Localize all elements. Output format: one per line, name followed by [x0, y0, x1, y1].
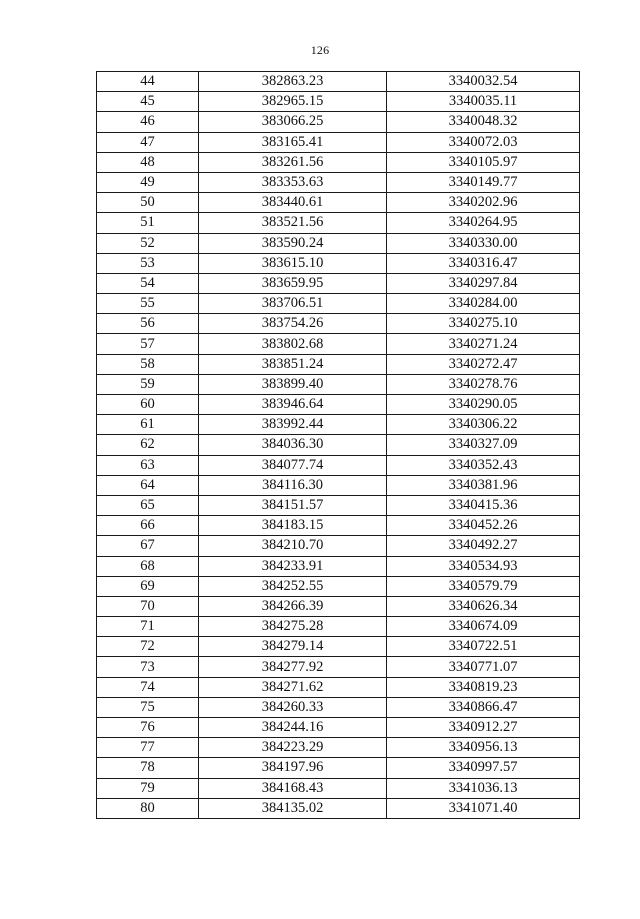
- x-coordinate-cell: 384151.57: [199, 495, 387, 515]
- point-number-cell: 63: [97, 455, 199, 475]
- table-row: [97, 273, 580, 293]
- table-row: [97, 132, 580, 152]
- table-row: [97, 354, 580, 374]
- table-row: [97, 596, 580, 616]
- table-row: [97, 657, 580, 677]
- point-number-cell: 52: [97, 233, 199, 253]
- x-coordinate-cell: 384244.16: [199, 718, 387, 738]
- x-coordinate-cell: 383165.41: [199, 132, 387, 152]
- point-number-cell: 72: [97, 637, 199, 657]
- x-coordinate-cell: 384260.33: [199, 697, 387, 717]
- y-coordinate-cell: 3340626.34: [387, 596, 580, 616]
- y-coordinate-cell: 3340912.27: [387, 718, 580, 738]
- x-coordinate-cell: 384036.30: [199, 435, 387, 455]
- y-coordinate-cell: 3341071.40: [387, 798, 580, 818]
- y-coordinate-cell: 3340866.47: [387, 697, 580, 717]
- page-number: 126: [310, 43, 330, 57]
- y-coordinate-cell: 3340534.93: [387, 556, 580, 576]
- x-coordinate-cell: 383946.64: [199, 395, 387, 415]
- y-coordinate-cell: 3341036.13: [387, 778, 580, 798]
- x-coordinate-cell: 384135.02: [199, 798, 387, 818]
- x-coordinate-cell: 383066.25: [199, 112, 387, 132]
- table-row: [97, 233, 580, 253]
- y-coordinate-cell: 3340579.79: [387, 576, 580, 596]
- x-coordinate-cell: 383353.63: [199, 172, 387, 192]
- x-coordinate-cell: 384116.30: [199, 475, 387, 495]
- table-row: [97, 576, 580, 596]
- x-coordinate-cell: 383851.24: [199, 354, 387, 374]
- y-coordinate-cell: 3340722.51: [387, 637, 580, 657]
- x-coordinate-cell: 384168.43: [199, 778, 387, 798]
- x-coordinate-cell: 384233.91: [199, 556, 387, 576]
- table-row: [97, 152, 580, 172]
- coordinate-table: [96, 71, 580, 819]
- table-row: [97, 92, 580, 112]
- table-row: [97, 314, 580, 334]
- point-number-cell: 64: [97, 475, 199, 495]
- table-row: [97, 556, 580, 576]
- point-number-cell: 60: [97, 395, 199, 415]
- point-number-cell: 62: [97, 435, 199, 455]
- table-row: [97, 738, 580, 758]
- point-number-cell: 79: [97, 778, 199, 798]
- table-row: [97, 475, 580, 495]
- table-row: [97, 253, 580, 273]
- table-row: [97, 294, 580, 314]
- y-coordinate-cell: 3340048.32: [387, 112, 580, 132]
- point-number-cell: 69: [97, 576, 199, 596]
- y-coordinate-cell: 3340202.96: [387, 193, 580, 213]
- point-number-cell: 56: [97, 314, 199, 334]
- point-number-cell: 54: [97, 273, 199, 293]
- point-number-cell: 71: [97, 617, 199, 637]
- y-coordinate-cell: 3340271.24: [387, 334, 580, 354]
- table-row: [97, 213, 580, 233]
- y-coordinate-cell: 3340272.47: [387, 354, 580, 374]
- point-number-cell: 65: [97, 495, 199, 515]
- y-coordinate-cell: 3340819.23: [387, 677, 580, 697]
- point-number-cell: 53: [97, 253, 199, 273]
- point-number-cell: 74: [97, 677, 199, 697]
- x-coordinate-cell: 384279.14: [199, 637, 387, 657]
- y-coordinate-cell: 3340997.57: [387, 758, 580, 778]
- x-coordinate-cell: 383706.51: [199, 294, 387, 314]
- y-coordinate-cell: 3340415.36: [387, 495, 580, 515]
- point-number-cell: 66: [97, 516, 199, 536]
- point-number-cell: 80: [97, 798, 199, 818]
- x-coordinate-cell: 383992.44: [199, 415, 387, 435]
- point-number-cell: 46: [97, 112, 199, 132]
- table-row: [97, 798, 580, 818]
- x-coordinate-cell: 383615.10: [199, 253, 387, 273]
- y-coordinate-cell: 3340035.11: [387, 92, 580, 112]
- x-coordinate-cell: 384271.62: [199, 677, 387, 697]
- x-coordinate-cell: 382863.23: [199, 72, 387, 92]
- table-row: [97, 778, 580, 798]
- y-coordinate-cell: 3340284.00: [387, 294, 580, 314]
- point-number-cell: 73: [97, 657, 199, 677]
- x-coordinate-cell: 384077.74: [199, 455, 387, 475]
- point-number-cell: 49: [97, 172, 199, 192]
- table-row: [97, 334, 580, 354]
- table-row: [97, 435, 580, 455]
- table-row: [97, 495, 580, 515]
- table-row: [97, 637, 580, 657]
- point-number-cell: 68: [97, 556, 199, 576]
- x-coordinate-cell: 383659.95: [199, 273, 387, 293]
- x-coordinate-cell: 384210.70: [199, 536, 387, 556]
- x-coordinate-cell: 383440.61: [199, 193, 387, 213]
- y-coordinate-cell: 3340297.84: [387, 273, 580, 293]
- y-coordinate-cell: 3340275.10: [387, 314, 580, 334]
- x-coordinate-cell: 383521.56: [199, 213, 387, 233]
- x-coordinate-cell: 384277.92: [199, 657, 387, 677]
- point-number-cell: 70: [97, 596, 199, 616]
- point-number-cell: 50: [97, 193, 199, 213]
- x-coordinate-cell: 383802.68: [199, 334, 387, 354]
- table-row: [97, 415, 580, 435]
- table-row: [97, 617, 580, 637]
- table-row: [97, 718, 580, 738]
- point-number-cell: 67: [97, 536, 199, 556]
- point-number-cell: 76: [97, 718, 199, 738]
- point-number-cell: 58: [97, 354, 199, 374]
- point-number-cell: 57: [97, 334, 199, 354]
- point-number-cell: 47: [97, 132, 199, 152]
- y-coordinate-cell: 3340032.54: [387, 72, 580, 92]
- y-coordinate-cell: 3340352.43: [387, 455, 580, 475]
- table-row: [97, 172, 580, 192]
- point-number-cell: 61: [97, 415, 199, 435]
- x-coordinate-cell: 384266.39: [199, 596, 387, 616]
- y-coordinate-cell: 3340327.09: [387, 435, 580, 455]
- y-coordinate-cell: 3340381.96: [387, 475, 580, 495]
- table-row: [97, 536, 580, 556]
- table-row: [97, 758, 580, 778]
- table-row: [97, 72, 580, 92]
- table-row: [97, 455, 580, 475]
- x-coordinate-cell: 384183.15: [199, 516, 387, 536]
- point-number-cell: 51: [97, 213, 199, 233]
- x-coordinate-cell: 383754.26: [199, 314, 387, 334]
- point-number-cell: 78: [97, 758, 199, 778]
- x-coordinate-cell: 383261.56: [199, 152, 387, 172]
- y-coordinate-cell: 3340072.03: [387, 132, 580, 152]
- y-coordinate-cell: 3340452.26: [387, 516, 580, 536]
- table-row: [97, 193, 580, 213]
- point-number-cell: 55: [97, 294, 199, 314]
- y-coordinate-cell: 3340492.27: [387, 536, 580, 556]
- y-coordinate-cell: 3340264.95: [387, 213, 580, 233]
- coordinate-table-body: [97, 72, 580, 819]
- y-coordinate-cell: 3340674.09: [387, 617, 580, 637]
- y-coordinate-cell: 3340306.22: [387, 415, 580, 435]
- y-coordinate-cell: 3340290.05: [387, 395, 580, 415]
- point-number-cell: 77: [97, 738, 199, 758]
- x-coordinate-cell: 383899.40: [199, 374, 387, 394]
- table-row: [97, 516, 580, 536]
- x-coordinate-cell: 382965.15: [199, 92, 387, 112]
- x-coordinate-cell: 383590.24: [199, 233, 387, 253]
- table-row: [97, 374, 580, 394]
- y-coordinate-cell: 3340956.13: [387, 738, 580, 758]
- table-row: [97, 677, 580, 697]
- y-coordinate-cell: 3340105.97: [387, 152, 580, 172]
- y-coordinate-cell: 3340330.00: [387, 233, 580, 253]
- y-coordinate-cell: 3340771.07: [387, 657, 580, 677]
- table-row: [97, 697, 580, 717]
- point-number-cell: 48: [97, 152, 199, 172]
- x-coordinate-cell: 384275.28: [199, 617, 387, 637]
- point-number-cell: 45: [97, 92, 199, 112]
- x-coordinate-cell: 384252.55: [199, 576, 387, 596]
- y-coordinate-cell: 3340278.76: [387, 374, 580, 394]
- y-coordinate-cell: 3340316.47: [387, 253, 580, 273]
- x-coordinate-cell: 384223.29: [199, 738, 387, 758]
- point-number-cell: 44: [97, 72, 199, 92]
- point-number-cell: 59: [97, 374, 199, 394]
- table-row: [97, 112, 580, 132]
- point-number-cell: 75: [97, 697, 199, 717]
- x-coordinate-cell: 384197.96: [199, 758, 387, 778]
- y-coordinate-cell: 3340149.77: [387, 172, 580, 192]
- table-row: [97, 395, 580, 415]
